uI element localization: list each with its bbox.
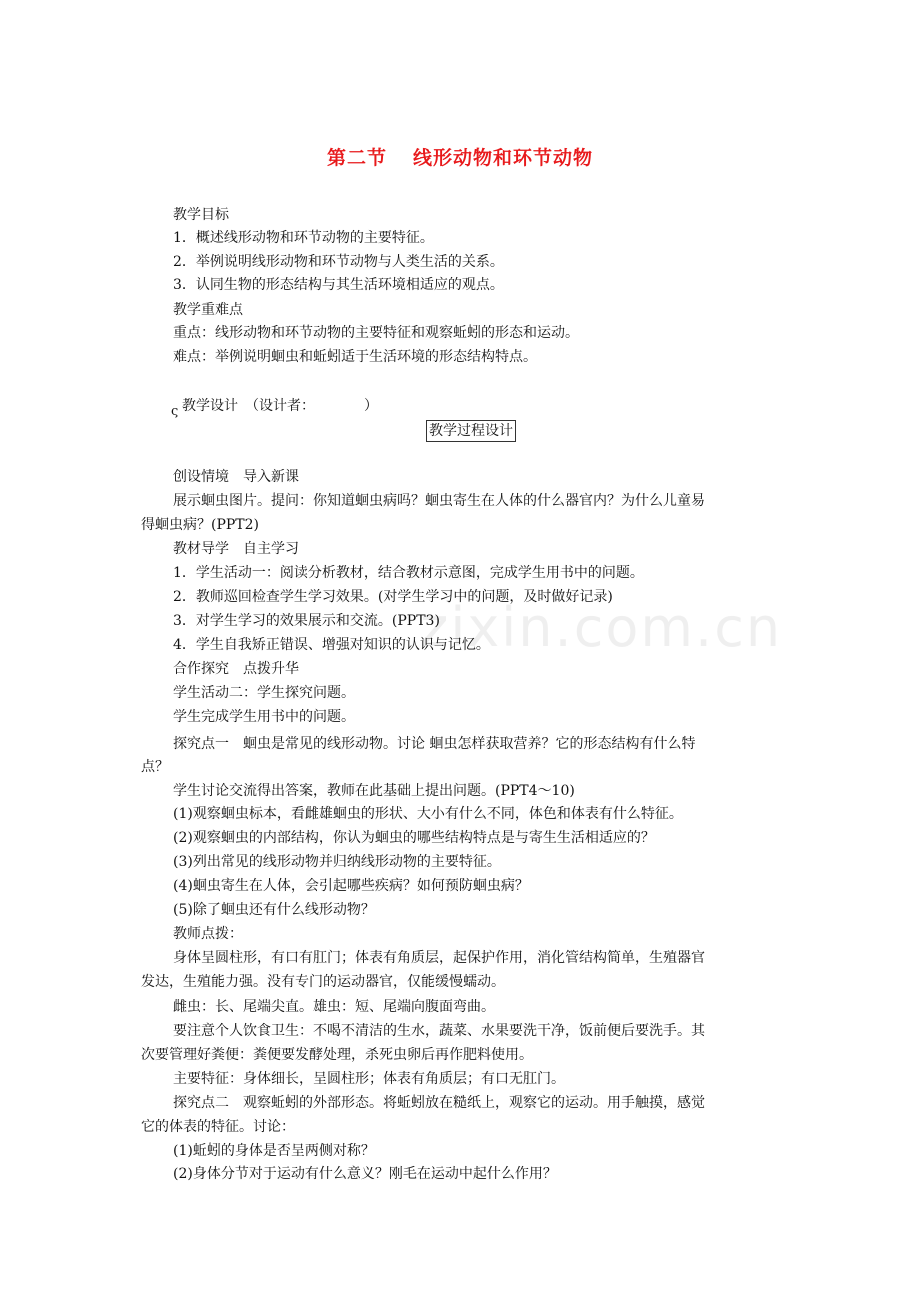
body-line: 创设情境 导入新课 — [173, 469, 299, 485]
body-line: 次要管理好粪便：粪便要发酵处理，杀死虫卵后再作肥料使用。 — [141, 1047, 533, 1063]
body-line: 学生完成学生用书中的问题。 — [173, 709, 355, 725]
body-line: 它的体表的特征。讨论： — [141, 1119, 295, 1135]
objectives-heading: 教学目标 — [173, 207, 229, 223]
body-line: 4．学生自我矫正错误、增强对知识的认识与记忆。 — [173, 637, 490, 653]
process-design-box: 教学过程设计 — [426, 420, 516, 442]
body-line: 学生讨论交流得出答案，教师在此基础上提出问题。(PPT4～10) — [173, 783, 575, 799]
body-line: (5)除了蛔虫还有什么线形动物？ — [173, 902, 375, 918]
key-points-heading: 教学重难点 — [173, 302, 243, 318]
body-line: 发达，生殖能力强。没有专门的运动器官，仅能缓慢蠕动。 — [141, 974, 505, 990]
body-line: (2)观察蛔虫的内部结构，你认为蛔虫的哪些结构特点是与寄生生活相适应的？ — [173, 830, 655, 846]
body-line: 要注意个人饮食卫生：不喝不清洁的生水，蔬菜、水果要洗干净，饭前便后要洗手。其 — [173, 1023, 705, 1039]
body-line: 得蛔虫病？(PPT2) — [141, 517, 260, 533]
watermark: zixin.com.cn — [420, 596, 783, 659]
body-line: 点？ — [141, 759, 169, 775]
body-line: 探究点一 蛔虫是常见的线形动物。讨论 蛔虫怎样获取营养？它的形态结构有什么特 — [173, 736, 696, 752]
page-title — [0, 143, 920, 170]
body-line: 探究点二 观察蚯蚓的外部形态。将蚯蚓放在糙纸上，观察它的运动。用手触摸，感觉 — [173, 1095, 705, 1111]
body-line: 教师点拨： — [173, 926, 243, 942]
objective-item-3: 3．认同生物的形态结构与其生活环境相适应的观点。 — [173, 277, 504, 293]
key-point-difficulty: 难点：举例说明蛔虫和蚯蚓适于生活环境的形态结构特点。 — [173, 349, 537, 365]
title-section: 第二节 — [326, 147, 387, 169]
body-line: 3．对学生学习的效果展示和交流。(PPT3) — [173, 613, 440, 629]
body-line: (1)蚯蚓的身体是否呈两侧对称？ — [173, 1143, 375, 1159]
body-line: 学生活动二：学生探究问题。 — [173, 685, 355, 701]
key-point-focus: 重点：线形动物和环节动物的主要特征和观察蚯蚓的形态和运动。 — [173, 325, 579, 341]
title-topic: 线形动物和环节动物 — [413, 147, 594, 169]
body-line: 2．教师巡回检查学生学习效果。(对学生学习中的问题，及时做好记录) — [173, 589, 613, 605]
body-line: (1)观察蛔虫标本，看雌雄蛔虫的形状、大小有什么不同，体色和体表有什么特征。 — [173, 806, 683, 822]
objective-item-1: 1．概述线形动物和环节动物的主要特征。 — [173, 230, 434, 246]
body-line: (4)蛔虫寄生在人体，会引起哪些疾病？如何预防蛔虫病？ — [173, 878, 529, 894]
body-line: 展示蛔虫图片。提问：你知道蛔虫病吗？蛔虫寄生在人体的什么器官内？为什么儿童易 — [173, 493, 705, 509]
body-line: 教材导学 自主学习 — [173, 541, 299, 557]
body-line: (3)列出常见的线形动物并归纳线形动物的主要特征。 — [173, 854, 501, 870]
body-line: 1．学生活动一：阅读分析教材，结合教材示意图，完成学生用书中的问题。 — [173, 565, 644, 581]
design-line: 教学设计 （设计者： ） — [182, 398, 378, 414]
margin-mark: ς — [171, 404, 179, 419]
body-line: 主要特征：身体细长，呈圆柱形；体表有角质层；有口无肛门。 — [173, 1071, 565, 1087]
body-line: 身体呈圆柱形，有口有肛门；体表有角质层，起保护作用，消化管结构简单，生殖器官 — [173, 950, 705, 966]
body-line: 合作探究 点拨升华 — [173, 661, 299, 677]
objective-item-2: 2．举例说明线形动物和环节动物与人类生活的关系。 — [173, 254, 504, 270]
body-line: 雌虫：长、尾端尖直。雄虫：短、尾端向腹面弯曲。 — [173, 999, 495, 1015]
body-line: (2)身体分节对于运动有什么意义？刚毛在运动中起什么作用？ — [173, 1166, 557, 1182]
